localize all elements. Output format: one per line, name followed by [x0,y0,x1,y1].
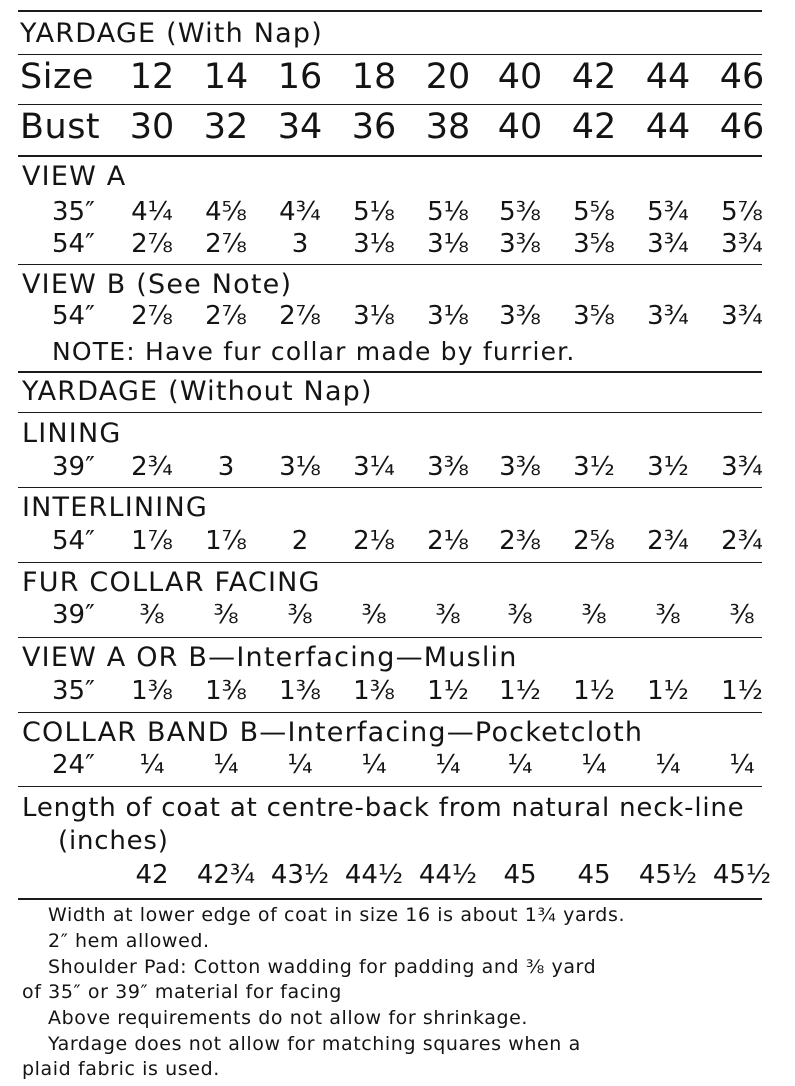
lining-row-39 [0,454,795,484]
yardage-value: ¼ [361,750,387,780]
yardage-value: 2⅞ [279,301,321,331]
yardage-value: 3 [291,229,309,259]
yardage-value: ⅜ [139,600,165,630]
size-value: 20 [425,57,471,97]
interfacing-muslin-heading: VIEW A OR B—Interfacing—Muslin [22,642,518,673]
yardage-value: 5⅝ [573,197,615,227]
coat-length-unit: (inches) [58,826,169,856]
size-value: 14 [203,57,249,97]
yardage-value: 5⅞ [721,197,763,227]
size-value: 16 [277,57,323,97]
divider [18,562,762,563]
bust-value: 34 [277,107,323,147]
coat-length-value: 44½ [418,860,478,890]
divider [18,898,762,900]
size-label: Size [20,57,94,97]
yardage-value: 3⅜ [499,452,541,482]
yardage-value: 3¾ [721,301,763,331]
divider [18,10,762,12]
bust-label: Bust [20,107,101,147]
yardage-value: 2⅛ [427,526,469,556]
yardage-value: ⅜ [507,600,533,630]
yardage-value: 4¾ [279,197,321,227]
bust-value: 40 [497,107,543,147]
yardage-value: 2⅝ [573,526,615,556]
size-value: 40 [497,57,543,97]
yardage-value: ⅜ [655,600,681,630]
yardage-value: ¼ [287,750,313,780]
lining-heading: LINING [22,418,122,449]
yardage-without-nap-title: YARDAGE (Without Nap) [22,376,373,407]
yardage-value: 3⅛ [353,301,395,331]
note-line: Shoulder Pad: Cotton wadding for padding and ⅜ yard [48,956,597,978]
note-line: 2″ hem allowed. [48,930,210,952]
coat-length-value: 45½ [712,860,772,890]
bust-value: 46 [719,107,765,147]
view-a-heading: VIEW A [22,161,127,192]
yardage-value: 5⅛ [353,197,395,227]
fabric-width: 24″ [52,750,95,780]
yardage-with-nap-title: YARDAGE (With Nap) [20,18,323,49]
yardage-value: 1⅜ [279,676,321,706]
interfacing-muslin-row-35 [0,678,795,708]
yardage-value: 3⅜ [499,229,541,259]
yardage-value: 1½ [573,676,615,706]
coat-length-heading: Length of coat at centre-back from natural neck-line [22,793,745,823]
yardage-value: 5⅛ [427,197,469,227]
coat-length-value: 44½ [344,860,404,890]
yardage-value: 1⅜ [205,676,247,706]
yardage-value: ⅜ [361,600,387,630]
size-value: 12 [129,57,175,97]
coat-length-value: 42 [135,860,169,890]
divider [18,264,762,265]
coat-length-value: 45 [577,860,611,890]
yardage-value: 2¾ [647,526,689,556]
divider [18,155,762,157]
fur-collar-facing-heading: FUR COLLAR FACING [22,567,321,598]
fur-collar-note: NOTE: Have fur collar made by furrier. [52,337,576,366]
fabric-width: 39″ [52,452,95,482]
coat-length-value: 42¾ [196,860,256,890]
yardage-value: 3⅜ [499,301,541,331]
yardage-value: 2⅛ [353,526,395,556]
yardage-value: 3⅛ [353,229,395,259]
yardage-value: 2⅜ [499,526,541,556]
yardage-value: 3⅝ [573,229,615,259]
fabric-width: 54″ [52,229,95,259]
yardage-value: 3 [217,452,235,482]
yardage-value: 3½ [573,452,615,482]
bust-value: 44 [645,107,691,147]
coat-length-row [0,862,795,892]
bust-row [0,107,795,150]
yardage-value: 1½ [647,676,689,706]
yardage-value: 3¼ [353,452,395,482]
yardage-value: ¼ [729,750,755,780]
yardage-value: 3⅜ [427,452,469,482]
yardage-value: 2⅞ [205,229,247,259]
yardage-value: 3⅛ [427,301,469,331]
yardage-value: 3¾ [721,229,763,259]
note-line: Width at lower edge of coat in size 16 is about 1¾ yards. [48,904,626,926]
yardage-value: ⅜ [729,600,755,630]
yardage-value: ¼ [655,750,681,780]
size-value: 44 [645,57,691,97]
collar-band-row-24 [0,752,795,782]
fur-collar-facing-row-39 [0,602,795,632]
bust-value: 36 [351,107,397,147]
divider [18,786,762,787]
coat-length-value: 45½ [638,860,698,890]
yardage-value: ⅜ [435,600,461,630]
size-value: 18 [351,57,397,97]
yardage-value: 5¾ [647,197,689,227]
yardage-value: ⅜ [287,600,313,630]
yardage-value: 2⅞ [131,301,173,331]
view-a-row-54 [0,231,795,261]
size-value: 46 [719,57,765,97]
yardage-value: 5⅜ [499,197,541,227]
yardage-value: 3⅛ [427,229,469,259]
yardage-value: 2 [291,526,309,556]
fabric-width: 35″ [52,676,95,706]
bust-value: 32 [203,107,249,147]
note-line: of 35″ or 39″ material for facing [22,981,342,1003]
yardage-value: 2¾ [721,526,763,556]
divider [18,412,762,413]
yardage-value: 1⅜ [131,676,173,706]
view-b-row-54 [0,303,795,333]
bust-value: 38 [425,107,471,147]
yardage-value: 3½ [647,452,689,482]
yardage-value: ¼ [139,750,165,780]
coat-length-value: 45 [503,860,537,890]
view-b-heading: VIEW B (See Note) [22,269,293,300]
divider [18,104,762,105]
yardage-value: ⅜ [213,600,239,630]
note-line: Yardage does not allow for matching squares when a [48,1033,581,1055]
yardage-value: ¼ [213,750,239,780]
yardage-value: 3¾ [721,452,763,482]
fabric-width: 54″ [52,526,95,556]
size-value: 42 [571,57,617,97]
yardage-value: 2⅞ [131,229,173,259]
bust-value: 30 [129,107,175,147]
fabric-width: 54″ [52,301,95,331]
fabric-width: 39″ [52,600,95,630]
yardage-value: ¼ [581,750,607,780]
yardage-value: 3¾ [647,229,689,259]
bust-value: 42 [571,107,617,147]
divider [18,487,762,488]
yardage-value: 1⅜ [353,676,395,706]
yardage-value: 3⅛ [279,452,321,482]
coat-length-value: 43½ [270,860,330,890]
note-line: plaid fabric is used. [22,1058,220,1080]
note-line: Above requirements do not allow for shrinkage. [48,1007,529,1029]
fabric-width: 35″ [52,197,95,227]
divider [18,54,762,55]
divider [18,371,762,373]
yardage-value: ¼ [507,750,533,780]
yardage-value: 1⅞ [205,526,247,556]
yardage-value: 3⅝ [573,301,615,331]
interlining-heading: INTERLINING [22,492,208,523]
interlining-row-54 [0,528,795,558]
yardage-value: 1½ [427,676,469,706]
yardage-value: 3¾ [647,301,689,331]
yardage-value: 4⅝ [205,197,247,227]
yardage-value: 1½ [721,676,763,706]
divider [18,637,762,638]
yardage-value: 1⅞ [131,526,173,556]
divider [18,712,762,713]
size-row [0,57,795,100]
yardage-value: ⅜ [581,600,607,630]
yardage-value: 2¾ [131,452,173,482]
yardage-value: ¼ [435,750,461,780]
view-a-row-35 [0,199,795,229]
collar-band-heading: COLLAR BAND B—Interfacing—Pocketcloth [22,717,644,748]
yardage-value: 4¼ [131,197,173,227]
yardage-value: 2⅞ [205,301,247,331]
yardage-value: 1½ [499,676,541,706]
